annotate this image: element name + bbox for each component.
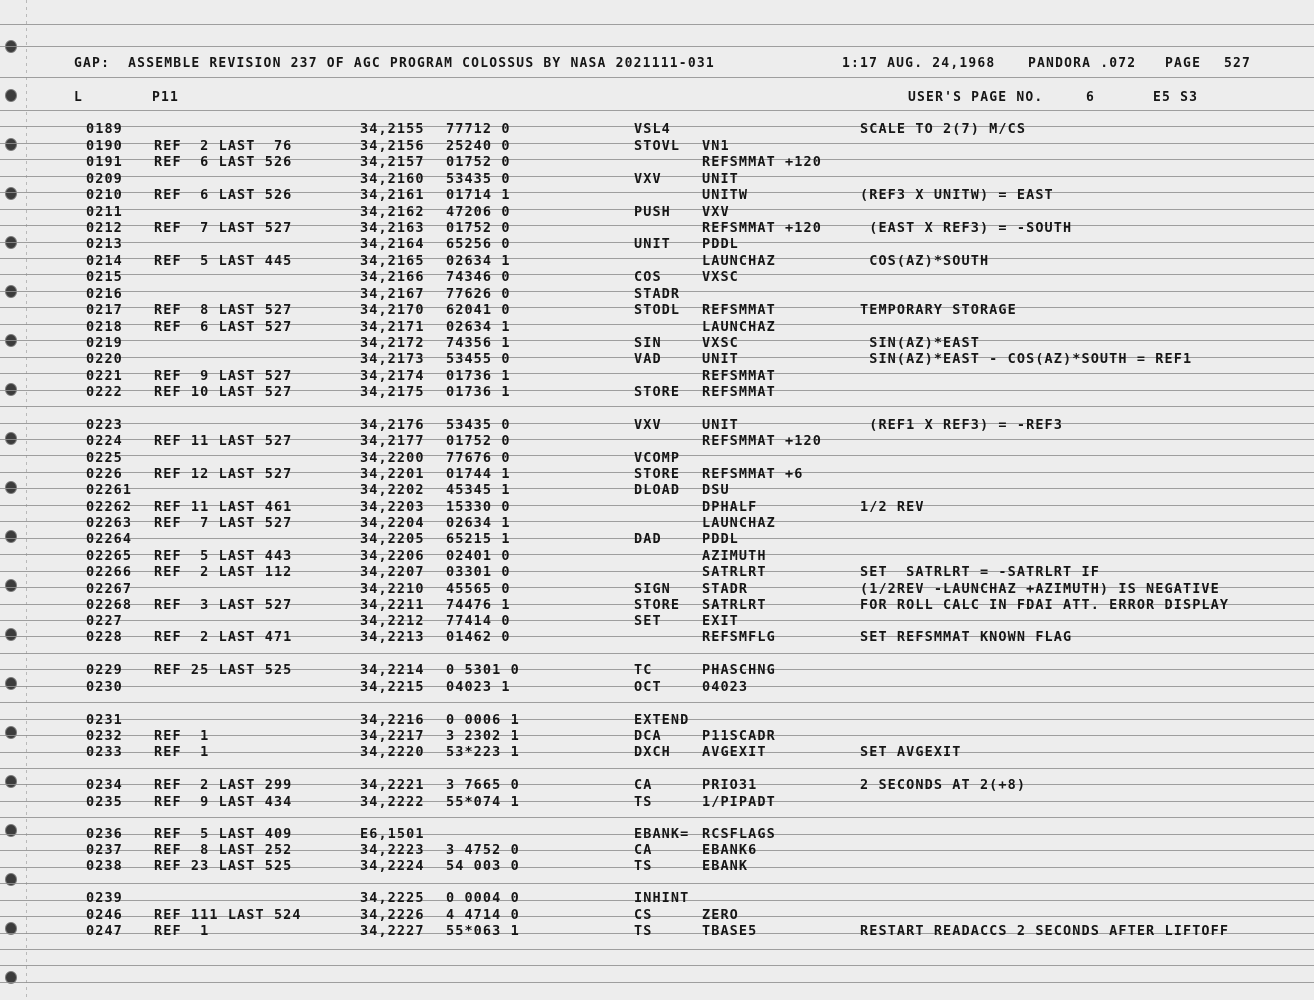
memory-address: 34,2171 xyxy=(360,319,425,335)
opcode: OCT xyxy=(634,679,662,695)
memory-address: 34,2205 xyxy=(360,531,425,547)
line-number: 0237 xyxy=(86,842,123,858)
operand: LAUNCHAZ xyxy=(702,515,776,531)
line-number: 0215 xyxy=(86,269,123,285)
operand: VXSC xyxy=(702,335,739,351)
operand: PRIO31 xyxy=(702,777,758,793)
line-number: 0228 xyxy=(86,629,123,645)
opcode: TS xyxy=(634,923,653,939)
line-number: 0227 xyxy=(86,613,123,629)
user-page-number: 6 xyxy=(1086,90,1096,105)
operand: UNITW xyxy=(702,187,749,203)
page-label: PAGE xyxy=(1165,56,1202,71)
comment: SET SATRLRT = -SATRLRT IF xyxy=(860,564,1100,580)
cross-reference: REF 1 xyxy=(154,923,210,939)
bank-label: E5 S3 xyxy=(1153,90,1199,105)
memory-address: E6,1501 xyxy=(360,826,425,842)
operand: REFSMMAT xyxy=(702,302,776,318)
machine-word: 25240 0 xyxy=(446,138,511,154)
memory-address: 34,2160 xyxy=(360,171,425,187)
listing-flag: L xyxy=(74,90,84,105)
line-number: 02262 xyxy=(86,499,133,515)
machine-word: 02634 1 xyxy=(446,515,511,531)
memory-address: 34,2204 xyxy=(360,515,425,531)
machine-word: 02401 0 xyxy=(446,548,511,564)
memory-address: 34,2175 xyxy=(360,384,425,400)
line-number: 0222 xyxy=(86,384,123,400)
comment: FOR ROLL CALC IN FDAI ATT. ERROR DISPLAY xyxy=(860,597,1230,613)
line-number: 0214 xyxy=(86,253,123,269)
machine-word: 77626 0 xyxy=(446,286,511,302)
memory-address: 34,2220 xyxy=(360,744,425,760)
line-number: 0233 xyxy=(86,744,123,760)
feed-hole xyxy=(5,628,17,641)
memory-address: 34,2173 xyxy=(360,351,425,367)
cross-reference: REF 1 xyxy=(154,744,210,760)
memory-address: 34,2213 xyxy=(360,629,425,645)
ruled-line xyxy=(0,110,1314,111)
opcode: SIN xyxy=(634,335,662,351)
operand: REFSMMAT +120 xyxy=(702,220,822,236)
cross-reference: REF 6 LAST 526 xyxy=(154,187,293,203)
cross-reference: REF 9 LAST 434 xyxy=(154,794,293,810)
memory-address: 34,2202 xyxy=(360,482,425,498)
ruled-line xyxy=(0,768,1314,769)
line-number: 0229 xyxy=(86,662,123,678)
operand: SATRLRT xyxy=(702,597,767,613)
opcode: TS xyxy=(634,794,653,810)
banner-text: GAP: ASSEMBLE REVISION 237 OF AGC PROGRAM COLOSSUS BY NASA 2021111-031 xyxy=(74,56,715,71)
opcode: DAD xyxy=(634,531,662,547)
memory-address: 34,2177 xyxy=(360,433,425,449)
line-number: 0231 xyxy=(86,712,123,728)
cross-reference: REF 10 LAST 527 xyxy=(154,384,293,400)
line-number: 02268 xyxy=(86,597,133,613)
machine-word: 74346 0 xyxy=(446,269,511,285)
comment: SIN(AZ)*EAST xyxy=(860,335,980,351)
feed-hole xyxy=(5,775,17,788)
cross-reference: REF 12 LAST 527 xyxy=(154,466,293,482)
line-number: 0190 xyxy=(86,138,123,154)
line-number: 0218 xyxy=(86,319,123,335)
machine-word: 77676 0 xyxy=(446,450,511,466)
comment: SET REFSMMAT KNOWN FLAG xyxy=(860,629,1073,645)
memory-address: 34,2166 xyxy=(360,269,425,285)
opcode: SET xyxy=(634,613,662,629)
machine-word: 77414 0 xyxy=(446,613,511,629)
operand: DPHALF xyxy=(702,499,758,515)
opcode: VAD xyxy=(634,351,662,367)
memory-address: 34,2206 xyxy=(360,548,425,564)
operand: AZIMUTH xyxy=(702,548,767,564)
feed-hole xyxy=(5,530,17,543)
machine-word: 54 003 0 xyxy=(446,858,520,874)
machine-word: 53435 0 xyxy=(446,417,511,433)
cross-reference: REF 23 LAST 525 xyxy=(154,858,293,874)
user-page-label: USER'S PAGE NO. xyxy=(908,90,1044,105)
opcode: VXV xyxy=(634,171,662,187)
machine-word: 01752 0 xyxy=(446,154,511,170)
opcode: EBANK= xyxy=(634,826,690,842)
memory-address: 34,2156 xyxy=(360,138,425,154)
line-number: 0220 xyxy=(86,351,123,367)
ruled-line xyxy=(0,965,1314,966)
opcode: STORE xyxy=(634,466,681,482)
machine-word: 01462 0 xyxy=(446,629,511,645)
comment: COS(AZ)*SOUTH xyxy=(860,253,990,269)
ruled-line xyxy=(0,702,1314,703)
cross-reference: REF 25 LAST 525 xyxy=(154,662,293,678)
opcode: TC xyxy=(634,662,653,678)
line-number: 0224 xyxy=(86,433,123,449)
memory-address: 34,2212 xyxy=(360,613,425,629)
operand: EBANK xyxy=(702,858,749,874)
machine-word: 55*074 1 xyxy=(446,794,520,810)
ruled-line xyxy=(0,77,1314,78)
machine-word: 77712 0 xyxy=(446,121,511,137)
site-label: PANDORA .072 xyxy=(1028,56,1137,71)
opcode: STODL xyxy=(634,302,681,318)
memory-address: 34,2164 xyxy=(360,236,425,252)
machine-word: 01752 0 xyxy=(446,433,511,449)
machine-word: 0 0004 0 xyxy=(446,890,520,906)
comment: (1/2REV -LAUNCHAZ +AZIMUTH) IS NEGATIVE xyxy=(860,581,1220,597)
machine-word: 02634 1 xyxy=(446,319,511,335)
operand: REFSMFLG xyxy=(702,629,776,645)
cross-reference: REF 2 LAST 299 xyxy=(154,777,293,793)
memory-address: 34,2172 xyxy=(360,335,425,351)
line-number: 0223 xyxy=(86,417,123,433)
operand: STADR xyxy=(702,581,749,597)
opcode: VXV xyxy=(634,417,662,433)
opcode: CS xyxy=(634,907,653,923)
operand: REFSMMAT xyxy=(702,384,776,400)
cross-reference: REF 9 LAST 527 xyxy=(154,368,293,384)
operand: 04023 xyxy=(702,679,749,695)
comment: SIN(AZ)*EAST - COS(AZ)*SOUTH = REF1 xyxy=(860,351,1193,367)
cross-reference: REF 1 xyxy=(154,728,210,744)
line-number: 0189 xyxy=(86,121,123,137)
operand: EXIT xyxy=(702,613,739,629)
memory-address: 34,2207 xyxy=(360,564,425,580)
line-number: 0246 xyxy=(86,907,123,923)
machine-word: 3 7665 0 xyxy=(446,777,520,793)
memory-address: 34,2216 xyxy=(360,712,425,728)
operand: AVGEXIT xyxy=(702,744,767,760)
feed-hole xyxy=(5,677,17,690)
comment: (REF1 X REF3) = -REF3 xyxy=(860,417,1064,433)
line-number: 0226 xyxy=(86,466,123,482)
machine-word: 45565 0 xyxy=(446,581,511,597)
machine-word: 04023 1 xyxy=(446,679,511,695)
line-number: 0209 xyxy=(86,171,123,187)
ruled-line xyxy=(0,406,1314,407)
line-number: 0239 xyxy=(86,890,123,906)
machine-word: 01752 0 xyxy=(446,220,511,236)
cross-reference: REF 3 LAST 527 xyxy=(154,597,293,613)
machine-word: 45345 1 xyxy=(446,482,511,498)
comment: RESTART READACCS 2 SECONDS AFTER LIFTOFF xyxy=(860,923,1230,939)
ruled-line xyxy=(0,949,1314,950)
feed-hole xyxy=(5,579,17,592)
operand: VXSC xyxy=(702,269,739,285)
cross-reference: REF 6 LAST 526 xyxy=(154,154,293,170)
line-number: 0212 xyxy=(86,220,123,236)
opcode: TS xyxy=(634,858,653,874)
memory-address: 34,2176 xyxy=(360,417,425,433)
operand: EBANK6 xyxy=(702,842,758,858)
operand: REFSMMAT +6 xyxy=(702,466,804,482)
machine-word: 53*223 1 xyxy=(446,744,520,760)
cross-reference: REF 2 LAST 112 xyxy=(154,564,293,580)
memory-address: 34,2203 xyxy=(360,499,425,515)
memory-address: 34,2174 xyxy=(360,368,425,384)
line-number: 02264 xyxy=(86,531,133,547)
operand: ZERO xyxy=(702,907,739,923)
comment: TEMPORARY STORAGE xyxy=(860,302,1017,318)
machine-word: 01714 1 xyxy=(446,187,511,203)
comment: SET AVGEXIT xyxy=(860,744,962,760)
machine-word: 0 0006 1 xyxy=(446,712,520,728)
operand: RCSFLAGS xyxy=(702,826,776,842)
memory-address: 34,2211 xyxy=(360,597,425,613)
memory-address: 34,2165 xyxy=(360,253,425,269)
operand: PDDL xyxy=(702,236,739,252)
machine-word: 74476 1 xyxy=(446,597,511,613)
operand: UNIT xyxy=(702,171,739,187)
memory-address: 34,2163 xyxy=(360,220,425,236)
feed-hole xyxy=(5,187,17,200)
line-number: 0238 xyxy=(86,858,123,874)
feed-hole xyxy=(5,89,17,102)
opcode: COS xyxy=(634,269,662,285)
opcode: STADR xyxy=(634,286,681,302)
memory-address: 34,2222 xyxy=(360,794,425,810)
memory-address: 34,2227 xyxy=(360,923,425,939)
memory-address: 34,2225 xyxy=(360,890,425,906)
opcode: UNIT xyxy=(634,236,671,252)
cross-reference: REF 2 LAST 471 xyxy=(154,629,293,645)
comment: SCALE TO 2(7) M/CS xyxy=(860,121,1027,137)
page-number: 527 xyxy=(1224,56,1252,71)
operand: REFSMMAT +120 xyxy=(702,154,822,170)
feed-hole xyxy=(5,726,17,739)
opcode: CA xyxy=(634,777,653,793)
operand: VXV xyxy=(702,204,730,220)
line-number: 0213 xyxy=(86,236,123,252)
opcode: SIGN xyxy=(634,581,671,597)
feed-hole xyxy=(5,824,17,837)
line-number: 0219 xyxy=(86,335,123,351)
line-number: 0210 xyxy=(86,187,123,203)
opcode: STORE xyxy=(634,597,681,613)
comment: (EAST X REF3) = -SOUTH xyxy=(860,220,1073,236)
operand: TBASE5 xyxy=(702,923,758,939)
memory-address: 34,2167 xyxy=(360,286,425,302)
ruled-line xyxy=(0,982,1314,983)
machine-word: 3 2302 1 xyxy=(446,728,520,744)
line-number: 0225 xyxy=(86,450,123,466)
opcode: INHINT xyxy=(634,890,690,906)
operand: P11SCADR xyxy=(702,728,776,744)
operand: 1/PIPADT xyxy=(702,794,776,810)
feed-hole xyxy=(5,138,17,151)
cross-reference: REF 11 LAST 461 xyxy=(154,499,293,515)
operand: PHASCHNG xyxy=(702,662,776,678)
line-number: 02261 xyxy=(86,482,133,498)
memory-address: 34,2200 xyxy=(360,450,425,466)
memory-address: 34,2226 xyxy=(360,907,425,923)
memory-address: 34,2221 xyxy=(360,777,425,793)
operand: REFSMMAT +120 xyxy=(702,433,822,449)
line-number: 0247 xyxy=(86,923,123,939)
comment: 1/2 REV xyxy=(860,499,925,515)
opcode: STOVL xyxy=(634,138,681,154)
machine-word: 03301 0 xyxy=(446,564,511,580)
cross-reference: REF 7 LAST 527 xyxy=(154,515,293,531)
line-number: 0211 xyxy=(86,204,123,220)
opcode: VCOMP xyxy=(634,450,681,466)
program-name: P11 xyxy=(152,90,180,105)
cross-reference: REF 2 LAST 76 xyxy=(154,138,293,154)
memory-address: 34,2223 xyxy=(360,842,425,858)
machine-word: 62041 0 xyxy=(446,302,511,318)
memory-address: 34,2157 xyxy=(360,154,425,170)
line-number: 0235 xyxy=(86,794,123,810)
cross-reference: REF 5 LAST 409 xyxy=(154,826,293,842)
opcode: DLOAD xyxy=(634,482,681,498)
machine-word: 02634 1 xyxy=(446,253,511,269)
ruled-line xyxy=(0,817,1314,818)
memory-address: 34,2162 xyxy=(360,204,425,220)
memory-address: 34,2161 xyxy=(360,187,425,203)
ruled-line xyxy=(0,46,1314,47)
memory-address: 34,2217 xyxy=(360,728,425,744)
line-number: 0232 xyxy=(86,728,123,744)
memory-address: 34,2214 xyxy=(360,662,425,678)
operand: UNIT xyxy=(702,417,739,433)
operand: DSU xyxy=(702,482,730,498)
cross-reference: REF 111 LAST 524 xyxy=(154,907,302,923)
cross-reference: REF 11 LAST 527 xyxy=(154,433,293,449)
opcode: STORE xyxy=(634,384,681,400)
cross-reference: REF 8 LAST 527 xyxy=(154,302,293,318)
line-number: 02263 xyxy=(86,515,133,531)
memory-address: 34,2201 xyxy=(360,466,425,482)
operand: UNIT xyxy=(702,351,739,367)
line-number: 0230 xyxy=(86,679,123,695)
opcode: EXTEND xyxy=(634,712,690,728)
line-number: 02266 xyxy=(86,564,133,580)
machine-word: 01736 1 xyxy=(446,368,511,384)
line-number: 02265 xyxy=(86,548,133,564)
operand: LAUNCHAZ xyxy=(702,253,776,269)
operand: PDDL xyxy=(702,531,739,547)
operand: VN1 xyxy=(702,138,730,154)
timestamp: 1:17 AUG. 24,1968 xyxy=(842,56,996,71)
memory-address: 34,2155 xyxy=(360,121,425,137)
machine-word: 53455 0 xyxy=(446,351,511,367)
machine-word: 55*063 1 xyxy=(446,923,520,939)
line-number: 0191 xyxy=(86,154,123,170)
cross-reference: REF 7 LAST 527 xyxy=(154,220,293,236)
ruled-line xyxy=(0,24,1314,25)
machine-word: 3 4752 0 xyxy=(446,842,520,858)
line-number: 0234 xyxy=(86,777,123,793)
machine-word: 15330 0 xyxy=(446,499,511,515)
memory-address: 34,2215 xyxy=(360,679,425,695)
line-number: 0216 xyxy=(86,286,123,302)
ruled-line xyxy=(0,883,1314,884)
comment: (REF3 X UNITW) = EAST xyxy=(860,187,1054,203)
machine-word: 01744 1 xyxy=(446,466,511,482)
cross-reference: REF 5 LAST 445 xyxy=(154,253,293,269)
opcode: PUSH xyxy=(634,204,671,220)
memory-address: 34,2210 xyxy=(360,581,425,597)
opcode: CA xyxy=(634,842,653,858)
memory-address: 34,2224 xyxy=(360,858,425,874)
machine-word: 53435 0 xyxy=(446,171,511,187)
machine-word: 4 4714 0 xyxy=(446,907,520,923)
line-number: 0221 xyxy=(86,368,123,384)
ruled-line xyxy=(0,653,1314,654)
machine-word: 65256 0 xyxy=(446,236,511,252)
line-number: 0236 xyxy=(86,826,123,842)
cross-reference: REF 6 LAST 527 xyxy=(154,319,293,335)
line-number: 0217 xyxy=(86,302,123,318)
operand: LAUNCHAZ xyxy=(702,319,776,335)
opcode: DCA xyxy=(634,728,662,744)
feed-hole xyxy=(5,873,17,886)
memory-address: 34,2170 xyxy=(360,302,425,318)
machine-word: 0 5301 0 xyxy=(446,662,520,678)
cross-reference: REF 5 LAST 443 xyxy=(154,548,293,564)
machine-word: 01736 1 xyxy=(446,384,511,400)
machine-word: 47206 0 xyxy=(446,204,511,220)
opcode: VSL4 xyxy=(634,121,671,137)
machine-word: 65215 1 xyxy=(446,531,511,547)
cross-reference: REF 8 LAST 252 xyxy=(154,842,293,858)
machine-word: 74356 1 xyxy=(446,335,511,351)
opcode: DXCH xyxy=(634,744,671,760)
operand: REFSMMAT xyxy=(702,368,776,384)
operand: SATRLRT xyxy=(702,564,767,580)
comment: 2 SECONDS AT 2(+8) xyxy=(860,777,1027,793)
line-number: 02267 xyxy=(86,581,133,597)
